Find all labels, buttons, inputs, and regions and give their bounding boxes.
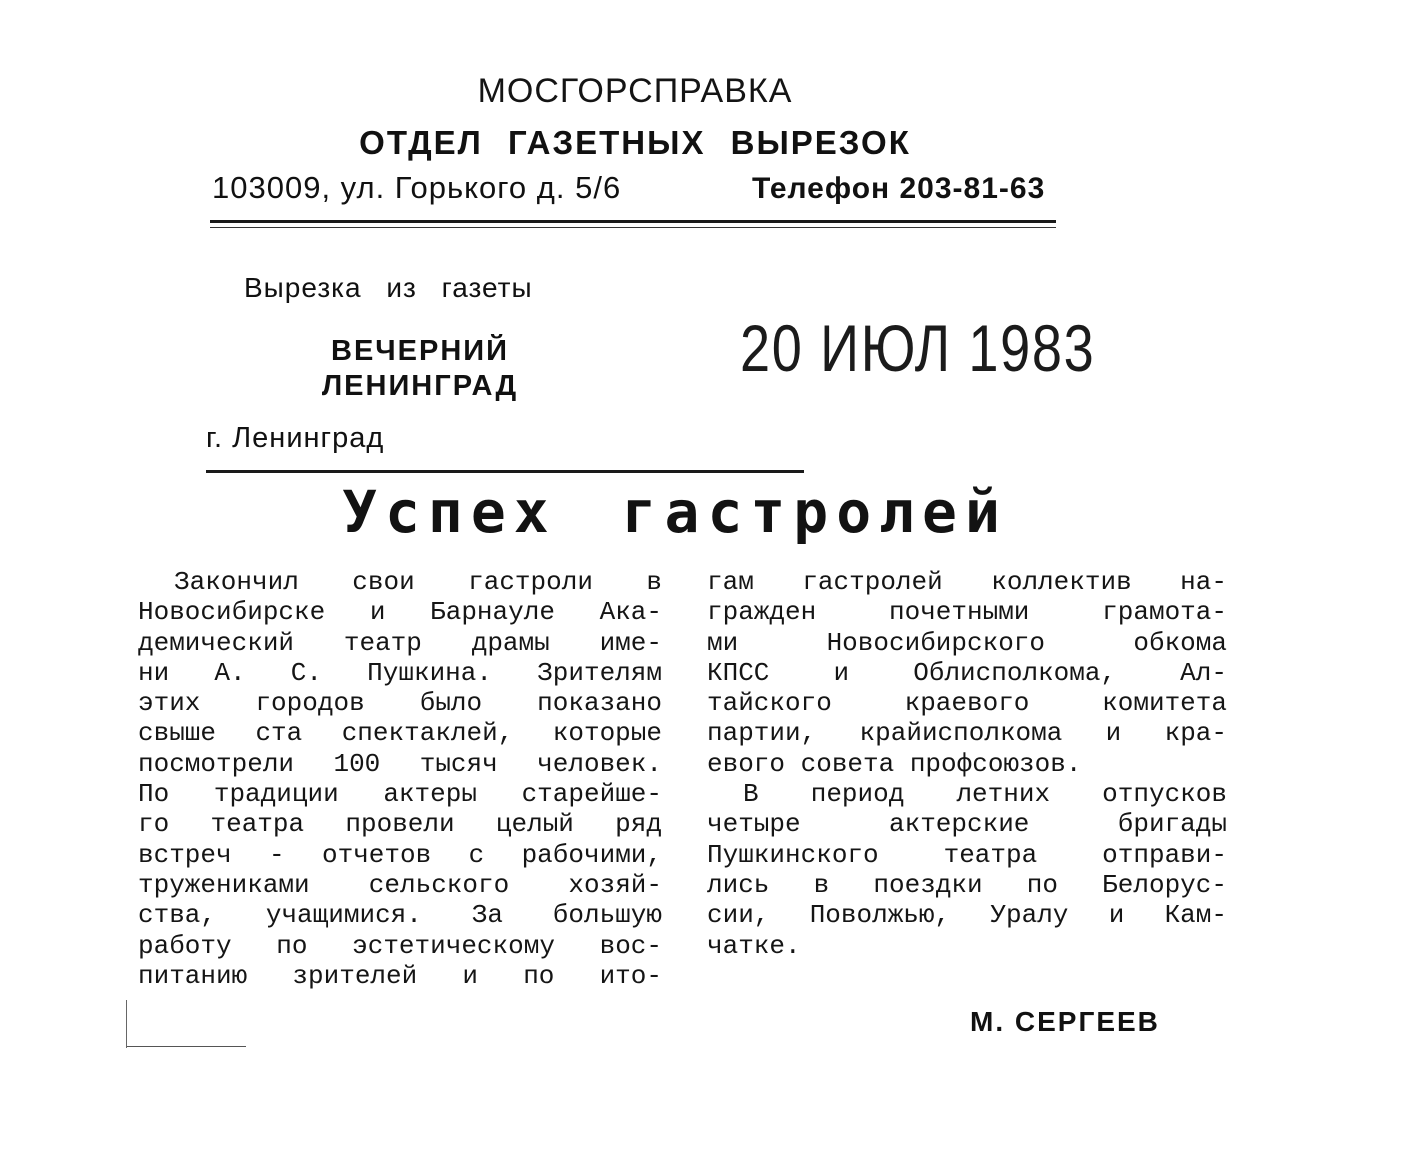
text-line: ми Новосибирского обкома: [707, 627, 1227, 658]
agency-phone: Телефон 203-81-63: [752, 172, 1046, 205]
clipping-edge-mark: [126, 1046, 246, 1047]
article-column-left: [138, 567, 662, 991]
text-line: чатке.: [707, 930, 801, 961]
text-line: тайского краевого комитета: [707, 688, 1227, 719]
date-stamp: 20 ИЮЛ 1983: [740, 311, 1096, 385]
newspaper-name-line1: ВЕЧЕРНИЙ: [331, 335, 509, 367]
text-line: тружениками сельского хозяй-: [138, 869, 662, 900]
text-line: По традиции актеры старейше-: [138, 779, 662, 810]
agency-address: 103009, ул. Горького д. 5/6: [212, 170, 622, 205]
text-line: Закончил свои гастроли в: [174, 567, 662, 597]
agency-name: МОСГОРСПРАВКА: [477, 72, 793, 110]
article-author: М. СЕРГЕЕВ: [970, 1006, 1160, 1037]
department-name: ОТДЕЛ ГАЗЕТНЫХ ВЫРЕЗОК: [359, 124, 911, 161]
text-line: гражден почетными грамота-: [707, 597, 1227, 628]
article-column-right: [707, 567, 1227, 961]
text-line: Пушкинского театра отправи-: [707, 839, 1227, 870]
text-line: этих городов было показано: [138, 688, 662, 719]
newspaper-name-line2: ЛЕНИНГРАД: [321, 370, 519, 402]
text-line: ства, учащимися. За большую: [138, 900, 662, 931]
newspaper-city: г. Ленинград: [206, 422, 385, 454]
text-line: Новосибирске и Барнауле Ака-: [138, 597, 662, 628]
text-line: го театра провели целый ряд: [138, 809, 662, 840]
text-line: сии, Поволжью, Уралу и Кам-: [707, 900, 1227, 931]
text-line: партии, крайисполкома и кра-: [707, 718, 1227, 749]
text-line: питанию зрителей и по ито-: [138, 960, 662, 991]
text-line: В период летних отпусков: [743, 779, 1227, 810]
text-line: работу по эстетическому вос-: [138, 930, 662, 961]
header-rule: [210, 220, 1056, 223]
text-line: евого совета профсоюзов.: [707, 748, 1082, 779]
source-label: Вырезка из газеты: [244, 272, 533, 303]
article-headline: Успех гастролей: [342, 478, 1008, 546]
text-line: ни А. С. Пушкина. Зрителям: [138, 657, 662, 688]
text-line: встреч - отчетов с рабочими,: [138, 839, 662, 870]
text-line: лись в поездки по Белорус-: [707, 869, 1227, 900]
text-line: четыре актерские бригады: [707, 809, 1227, 840]
source-rule: [206, 470, 804, 473]
text-line: КПСС и Облисполкома, Ал-: [707, 657, 1227, 688]
text-line: гам гастролей коллектив на-: [707, 567, 1227, 597]
clipping-edge-mark-vertical: [126, 1000, 127, 1048]
header-rule-thin: [210, 227, 1056, 228]
text-line: посмотрели 100 тысяч человек.: [138, 748, 662, 779]
newspaper-name: [240, 334, 600, 404]
text-line: демический театр драмы име-: [138, 627, 662, 658]
text-line: свыше ста спектаклей, которые: [138, 718, 662, 749]
